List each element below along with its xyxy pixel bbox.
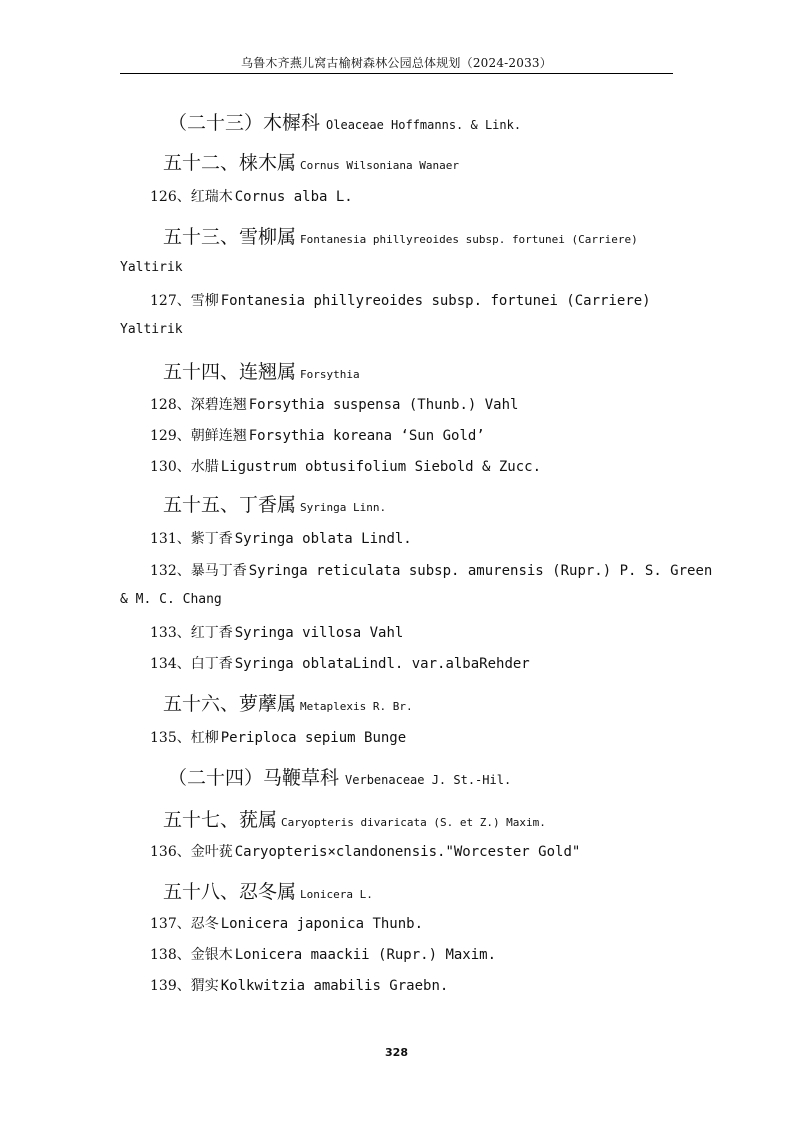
- species-latin-name: Forsythia koreana ‘Sun Gold’: [248, 428, 485, 444]
- genus-chinese-name: 五十二、梾木属: [163, 152, 297, 174]
- species-chinese-name: 131、紫丁香: [150, 531, 233, 547]
- genus-latin-name: Syringa Linn.: [300, 501, 387, 514]
- genus-latin-name: Fontanesia phillyreoides subsp. fortunei (Carriere): [300, 233, 638, 246]
- species-line: [150, 560, 712, 580]
- genus-chinese-name: 五十三、雪柳属: [163, 226, 297, 248]
- genus-line: [163, 222, 638, 249]
- species-chinese-name: 128、深碧连翘: [150, 397, 247, 413]
- species-latin-name: Syringa oblata Lindl.: [234, 531, 412, 547]
- species-latin-name: Syringa villosa Vahl: [234, 625, 404, 641]
- species-line: [150, 394, 518, 414]
- species-latin-name: Fontanesia phillyreoides subsp. fortunei (Carriere): [220, 293, 651, 309]
- species-line: [150, 528, 412, 548]
- species-chinese-name: 132、暴马丁香: [150, 563, 247, 579]
- continuation-line: [120, 259, 183, 275]
- genus-latin-name: Metaplexis R. Br.: [300, 700, 413, 713]
- genus-line: [163, 805, 546, 832]
- species-chinese-name: 130、水腊: [150, 459, 219, 475]
- species-line: [150, 975, 448, 995]
- species-chinese-name: 129、朝鲜连翘: [150, 428, 247, 444]
- species-chinese-name: 137、忍冬: [150, 916, 219, 932]
- continuation-text: & M. C. Chang: [120, 592, 222, 607]
- genus-latin-name: Cornus Wilsoniana Wanaer: [300, 159, 459, 172]
- species-line: [150, 622, 403, 642]
- species-latin-name: Lonicera maackii (Rupr.) Maxim.: [234, 947, 497, 963]
- genus-chinese-name: 五十五、丁香属: [163, 494, 297, 516]
- species-chinese-name: 126、红瑞木: [150, 189, 233, 205]
- species-line: [150, 727, 406, 747]
- genus-chinese-name: 五十八、忍冬属: [163, 881, 297, 903]
- species-latin-name: Syringa reticulata subsp. amurensis (Rupr.) P. S. Green: [248, 563, 713, 579]
- genus-line: [163, 148, 459, 175]
- continuation-line: [120, 591, 222, 607]
- family-latin-name: Verbenaceae J. St.-Hil.: [345, 773, 512, 787]
- species-chinese-name: 127、雪柳: [150, 293, 219, 309]
- header-rule: [120, 73, 673, 74]
- species-chinese-name: 138、金银木: [150, 947, 233, 963]
- species-latin-name: Caryopteris×clandonensis."Worcester Gold": [234, 844, 581, 860]
- genus-chinese-name: 五十四、连翘属: [163, 361, 297, 383]
- species-chinese-name: 139、猬实: [150, 978, 219, 994]
- continuation-text: Yaltirik: [120, 260, 183, 275]
- family-chinese-name: （二十四）马鞭草科: [168, 767, 340, 789]
- species-chinese-name: 133、红丁香: [150, 625, 233, 641]
- species-chinese-name: 135、杠柳: [150, 730, 219, 746]
- genus-line: [163, 490, 386, 517]
- species-line: [150, 186, 353, 206]
- header-title: 乌鲁木齐燕儿窝古榆树森林公园总体规划（2024-2033）: [241, 56, 552, 70]
- species-latin-name: Ligustrum obtusifolium Siebold & Zucc.: [220, 459, 542, 475]
- species-latin-name: Periploca sepium Bunge: [220, 730, 407, 746]
- species-line: [150, 290, 651, 310]
- genus-latin-name: Forsythia: [300, 368, 360, 381]
- continuation-text: Yaltirik: [120, 322, 183, 337]
- genus-line: [163, 877, 373, 904]
- genus-chinese-name: 五十六、萝藦属: [163, 693, 297, 715]
- species-line: [150, 913, 423, 933]
- family-latin-name: Oleaceae Hoffmanns. & Link.: [326, 118, 522, 132]
- species-chinese-name: 134、白丁香: [150, 656, 233, 672]
- species-latin-name: Forsythia suspensa (Thunb.) Vahl: [248, 397, 519, 413]
- genus-latin-name: Caryopteris divaricata (S. et Z.) Maxim.: [281, 816, 546, 829]
- species-chinese-name: 136、金叶莸: [150, 844, 233, 860]
- species-line: [150, 944, 496, 964]
- genus-line: [163, 689, 413, 716]
- species-latin-name: Syringa oblataLindl. var.albaRehder: [234, 656, 530, 672]
- species-line: [150, 653, 530, 673]
- genus-latin-name: Lonicera L.: [300, 888, 373, 901]
- species-line: [150, 456, 541, 476]
- family-line: [168, 108, 521, 135]
- continuation-line: [120, 321, 183, 337]
- page-number: 328: [385, 1046, 408, 1059]
- genus-chinese-name: 五十七、莸属: [163, 809, 278, 831]
- species-latin-name: Kolkwitzia amabilis Graebn.: [220, 978, 449, 994]
- species-latin-name: Lonicera japonica Thunb.: [220, 916, 424, 932]
- species-line: [150, 841, 580, 861]
- species-latin-name: Cornus alba L.: [234, 189, 353, 205]
- species-line: [150, 425, 485, 445]
- family-chinese-name: （二十三）木樨科: [168, 112, 321, 134]
- genus-line: [163, 357, 360, 384]
- family-line: [168, 763, 511, 790]
